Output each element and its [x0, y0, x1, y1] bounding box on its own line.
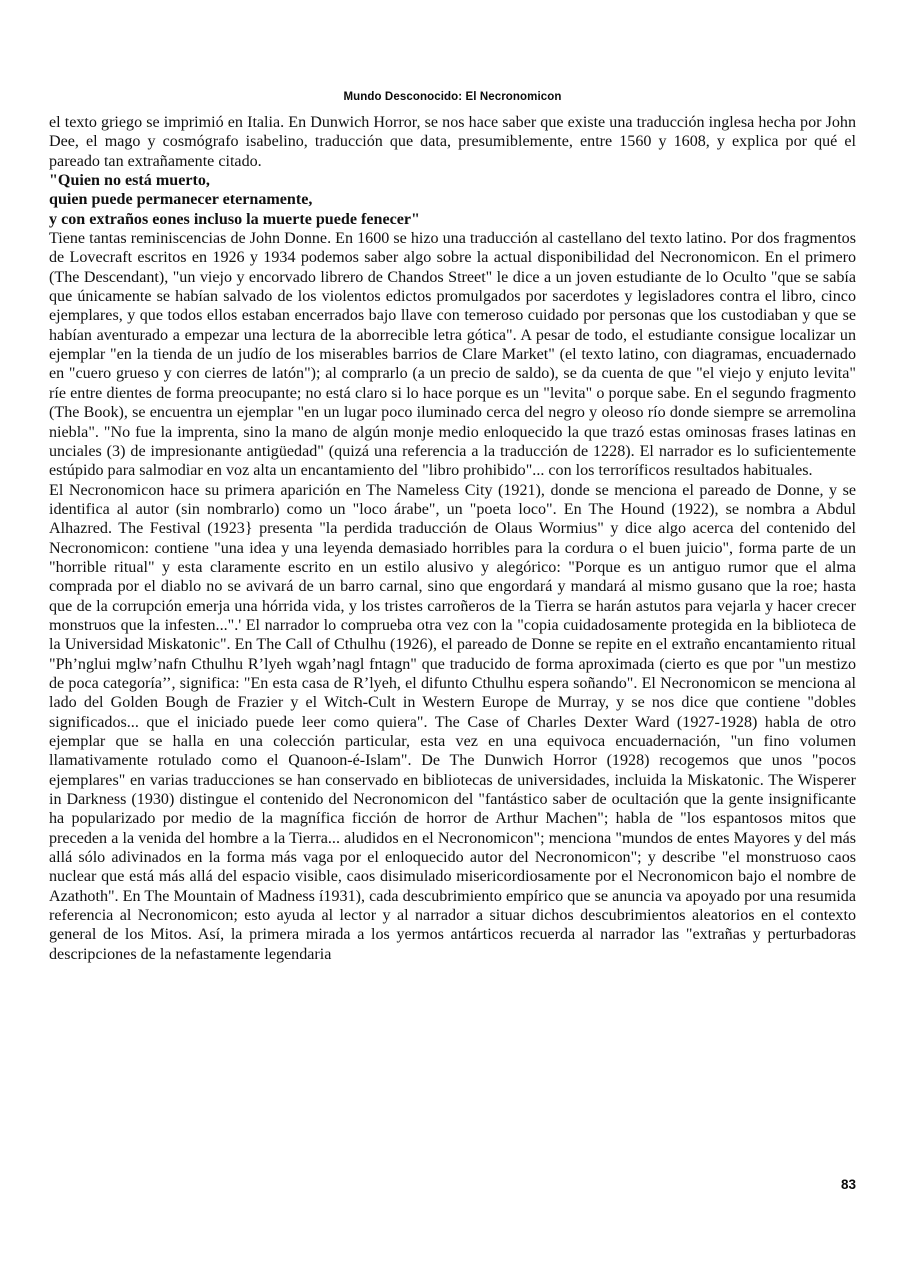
- paragraph-intro: el texto griego se imprimió en Italia. En Dunwich Horror, se nos hace saber que existe una traducción inglesa hecha por John Dee, el mago y cosmógrafo isabelino, traducción que data, presumiblemente, entre 1560 y 1608, y explica por qué el pareado tan extrañamente citado.: [49, 114, 856, 170]
- paragraph-body-2: El Necronomicon hace su primera aparición en The Nameless City (1921), donde se menciona el pareado de Donne, y se identifica al autor (sin nombrarlo) como un "loco árabe", un "poeta loco". En The Hound (1922), se nombra a Abdul Alhazred. The Festival (1923} presenta "la perdida traducción de Olaus Wormius" y dice algo acerca del contenido del Necronomicon: contiene "una idea y una leyenda demasiado horribles para la cordura o el buen juicio", forma parte de un "horrible ritual" y esta claramente escrito en un estilo alusivo y alegórico: "Porque es un antiguo rumor que el alma comprada por el diablo no se avivará de un barro carnal, sino que engordará y mandará al mismo gusano que la roe; hasta que de la corrupción emerja una hórrida vida, y los tristes carroñeros de la Tierra se harán astutos para vejarla y hacer crecer monstruos que la infesten...".' El narrador lo comprueba otra vez con la "copia cuidadosamente protegida en la biblioteca de la Universidad Miskatonic". En The Call of Cthulhu (1926), el pareado de Donne se repite en el extraño encantamiento ritual "Ph’nglui mglw’nafn Cthulhu R’lyeh wgah’nagl fntagn" que traducido de forma aproximada (cierto es que por "un mestizo de poca categoría’’, significa: "En esta casa de R’lyeh, el difunto Cthulhu espera soñando". El Necronomicon se menciona al lado del Golden Bough de Frazier y el Witch-Cult in Western Europe de Murray, y se nos dice que contiene "dobles significados... que el iniciado puede leer como quiera". The Case of Charles Dexter Ward (1927-1928) habla de otro ejemplar que se halla en una colección particular, esta vez en una equivoca encuadernación, "un fino volumen llamativamente rotulado como el Quanoon-é-Islam". De The Dunwich Horror (1928) recogemos que unos "pocos ejemplares" en varias traducciones se han conservado en bibliotecas de universidades, incluida la Miskatonic. The Wisperer in Darkness (1930) distingue el contenido del Necronomicon del "fantástico saber de ocultación que la gente insignificante ha popularizado por medio de la magnífica ficción de horror de Arthur Machen"; habla de "los espantosos mitos que preceden a la venida del hombre a la Tierra... aludidos en el Necronomicon"; menciona "mundos de entes Mayores y del más allá sólo adivinados en la forma más vaga por el enloquecido autor del Necronomicon"; y describe "el monstruoso caos nuclear que está más allá del espacio visible, caos disimulado misericordiosamente por el Necronomicon bajo el nombre de Azathoth". En The Mountain of Madness í1931), cada descubrimiento empírico que se anuncia va apoyado por una resumida referencia al Necronomicon; esto ayuda al lector y al narrador a situar dichos descubrimientos aleatorios en el contexto general de los Mitos. Así, la primera mirada a los yermos antárticos recuerda al narrador las "extrañas y perturbadoras descripciones de la nefastamente legendaria: [49, 481, 856, 963]
- body-text-column: [49, 113, 856, 964]
- verse-line-2: quien puede permanecer eternamente,: [49, 191, 313, 209]
- verse-line-1: "Quien no está muerto,: [49, 172, 210, 190]
- paragraph-body-1: Tiene tantas reminiscencias de John Donne. En 1600 se hizo una traducción al castellano del texto latino. Por dos fragmentos de Lovecraft escritos en 1926 y 1934 podemos saber algo sobre la actual disponibilidad del Necronomicon. En el primero (The Descendant), "un viejo y encorvado librero de Chandos Street" le dice a un joven estudiante de lo Oculto "que se sabía que únicamente se habían salvado de los violentos edictos promulgados por sacerdotes y legisladores contra el libro, cinco ejemplares, y que todos ellos estaban encerrados bajo llave con temeroso cuidado por personas que los custodiaban y que se habían aventurado a empezar una lectura de la aborrecible letra gótica". A pesar de todo, el estudiante consigue localizar un ejemplar "en la tienda de un judío de los miserables barrios de Clare Market" (el texto latino, con diagramas, encuadernado en "cuero grueso y con cierres de latón"); al comprarlo (a un precio de saldo), se da cuenta de que "el viejo y enjuto levita" ríe entre dientes de forma preocupante; no está claro si lo hace porque es un "levita" o porque sabe. En el segundo fragmento (The Book), se encuentra un ejemplar "en un lugar poco iluminado cerca del negro y oleoso río donde siempre se arremolina niebla". "No fue la imprenta, sino la mano de algún monje medio enloquecido la que trazó estas ominosas frases latinas en unciales (3) de impresionante antigüedad" (quizá una referencia a la traducción de 1228). El narrador es lo suficientemente estúpido para salmodiar en voz alta un encantamiento del "libro prohibido"... con los terroríficos resultados habituales.: [49, 230, 856, 480]
- page-number: 83: [840, 1177, 856, 1192]
- verse-line-3: y con extraños eones incluso la muerte puede fenecer": [49, 210, 420, 228]
- verse-block: [49, 171, 856, 229]
- running-head: Mundo Desconocido: El Necronomicon: [343, 91, 562, 103]
